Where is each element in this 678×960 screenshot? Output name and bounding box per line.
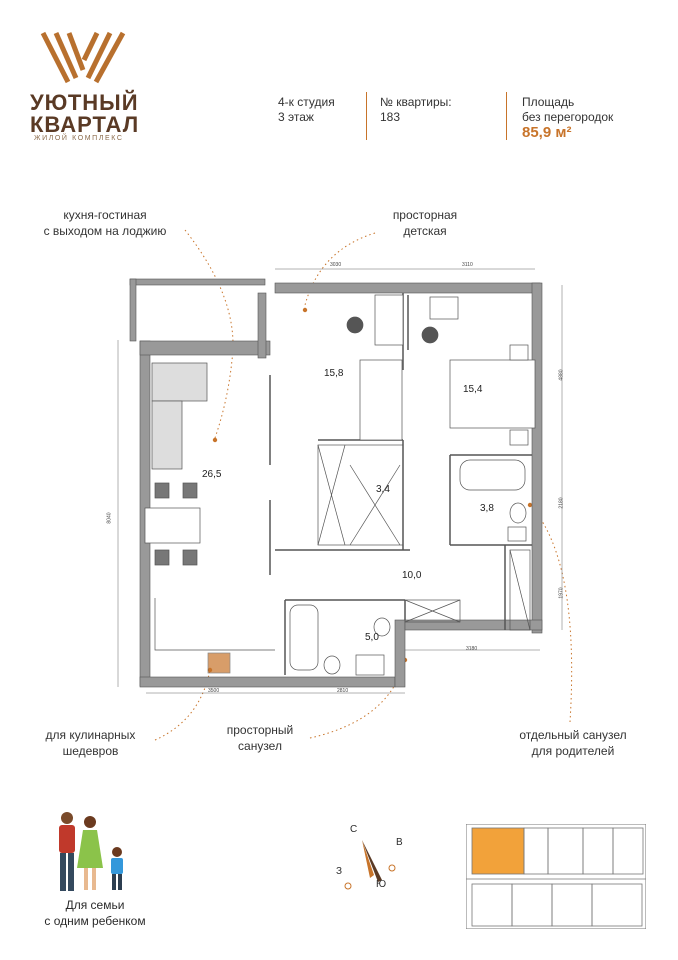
- callout-kids-line1: просторная: [392, 208, 458, 222]
- dimension-label: 3110: [462, 262, 473, 268]
- family-caption: [25, 897, 165, 929]
- dimension-label: 8040: [106, 512, 113, 524]
- dimension-label: 2810: [337, 688, 349, 694]
- compass-west: З: [336, 866, 343, 877]
- callout-bath-line1: просторный: [226, 723, 294, 737]
- callout-cooking-line1: для кулинарных: [45, 728, 136, 742]
- floor-plan: [100, 255, 580, 705]
- dimension-label: 3500: [208, 688, 220, 694]
- room-area-bath-main: 5,0: [365, 632, 379, 643]
- family-icon: [45, 810, 135, 895]
- floor-key-plan: [466, 824, 646, 929]
- compass-east: В: [396, 837, 403, 848]
- callout-cooking-line2: шедевров: [62, 744, 119, 758]
- dimension-label: 2180: [558, 497, 565, 509]
- family-caption-line2: с одним ребенком: [44, 914, 146, 928]
- apartment-floor: 3 этаж: [278, 110, 314, 124]
- apartment-number-label: № квартиры:: [380, 95, 452, 109]
- area-value: 85,9 м²: [522, 124, 572, 141]
- area-label-line2: без перегородок: [522, 110, 614, 124]
- dimension-label: 3180: [466, 646, 478, 652]
- family-caption-line1: Для семьи: [65, 898, 125, 912]
- callout-parents-bath-line2: для родителей: [531, 744, 615, 758]
- compass-north: С: [350, 824, 358, 835]
- room-area-kids: 15,8: [324, 368, 344, 379]
- brand-name-line1: УЮТНЫЙ: [30, 90, 139, 115]
- callout-kitchen-line2: с выходом на лоджию: [43, 224, 167, 238]
- apartment-number: 183: [380, 110, 401, 124]
- callout-kids-line2: детская: [403, 224, 447, 238]
- brand-name-line2: КВАРТАЛ: [30, 112, 140, 137]
- dimension-label: 4880: [558, 369, 565, 381]
- callout-bath-line2: санузел: [238, 739, 282, 753]
- room-area-living: 26,5: [202, 469, 222, 480]
- compass-icon: [330, 820, 410, 900]
- dimension-label: 3030: [330, 262, 342, 268]
- callout-parents-bath-line1: отдельный санузел: [519, 728, 627, 742]
- room-area-bedroom: 15,4: [463, 384, 483, 395]
- room-area-bath-parents: 3,8: [480, 503, 494, 514]
- room-area-hall: 10,0: [402, 570, 422, 581]
- dimension-label: 1970: [558, 587, 565, 599]
- brand-tagline: ЖИЛОЙ КОМПЛЕКС: [34, 135, 124, 142]
- room-area-closet: 3,4: [376, 484, 390, 495]
- compass-south: Ю: [376, 879, 387, 890]
- area-label-line1: Площадь: [522, 95, 575, 109]
- callout-kitchen-line1: кухня-гостиная: [63, 208, 147, 222]
- apartment-type: 4-к студия: [278, 95, 335, 109]
